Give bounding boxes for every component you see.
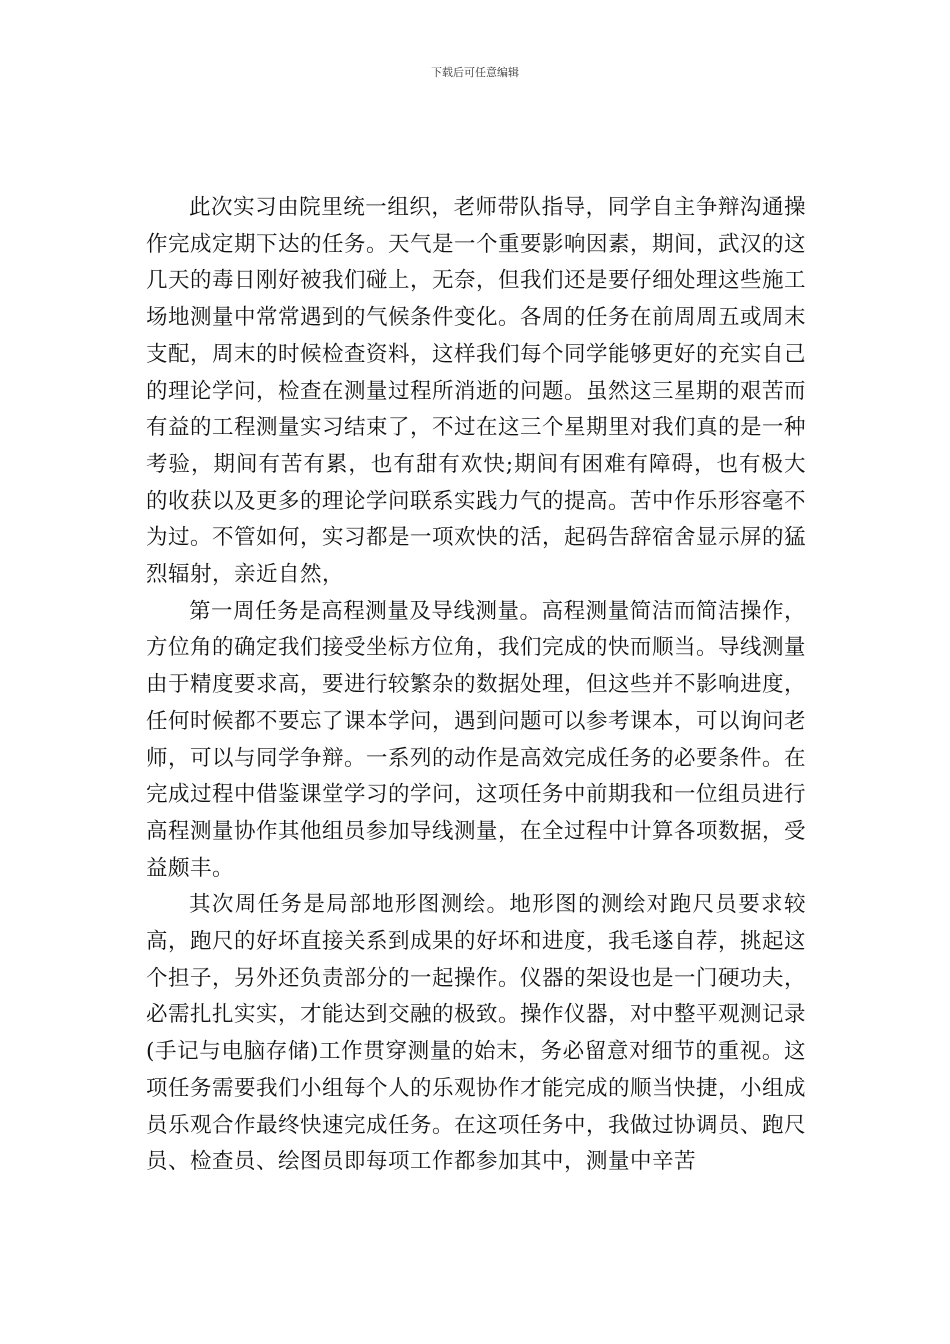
paragraph-2: 第一周任务是高程测量及导线测量。高程测量简洁而简洁操作，方位角的确定我们接受坐标方位角，我们完成的快而顺当。导线测量由于精度要求高，要进行较繁杂的数据处理，但这些并不影响进度，任何时候都不要忘了课本学问，遇到问题可以参考课本，可以询问老师，可以与同学争辩。一系列的动作是高效完成任务的必要条件。在完成过程中借鉴课堂学习的学问，这项任务中前期我和一位组员进行高程测量协作其他组员参加导线测量，在全过程中计算各项数据，受益颇丰。 — [146, 598, 807, 881]
paragraph-3: 其次周任务是局部地形图测绘。地形图的测绘对跑尺员要求较高，跑尺的好坏直接关系到成果的好坏和进度，我毛遂自荐，挑起这个担子，另外还负责部分的一起操作。仪器的架设也是一门硬功夫，必需扎扎实实，才能达到交融的极致。操作仪器，对中整平观测记录(手记与电脑存储)工作贯穿测量的始末，务必留意对细节的重视。这项任务需要我们小组每个人的乐观协作才能完成的顺当快捷，小组成员乐观合作最终快速完成任务。在这项任务中，我做过协调员、跑尺员、检查员、绘图员即每项工作都参加其中，测量中辛苦 — [146, 892, 807, 1175]
paragraph-1: 此次实习由院里统一组织，老师带队指导，同学自主争辩沟通操作完成定期下达的任务。天气是一个重要影响因素，期间，武汉的这几天的毒日刚好被我们碰上，无奈，但我们还是要仔细处理这些施工场地测量中常常遇到的气候条件变化。各周的任务在前周周五或周末支配，周末的时候检查资料，这样我们每个同学能够更好的充实自己的理论学问，检查在测量过程所消逝的问题。虽然这三星期的艰苦而有益的工程测量实习结束了，不过在这三个星期里对我们真的是一种考验，期间有苦有累，也有甜有欢快;期间有困难有障碍，也有极大的收获以及更多的理论学问联系实践力气的提高。苦中作乐形容毫不为过。不管如何，实习都是一项欢快的活，起码告辞宿舍显示屏的猛烈辐射，亲近自然， — [146, 195, 807, 588]
document-body — [146, 190, 806, 1181]
page-header: 下载后可任意编辑 — [431, 66, 519, 79]
